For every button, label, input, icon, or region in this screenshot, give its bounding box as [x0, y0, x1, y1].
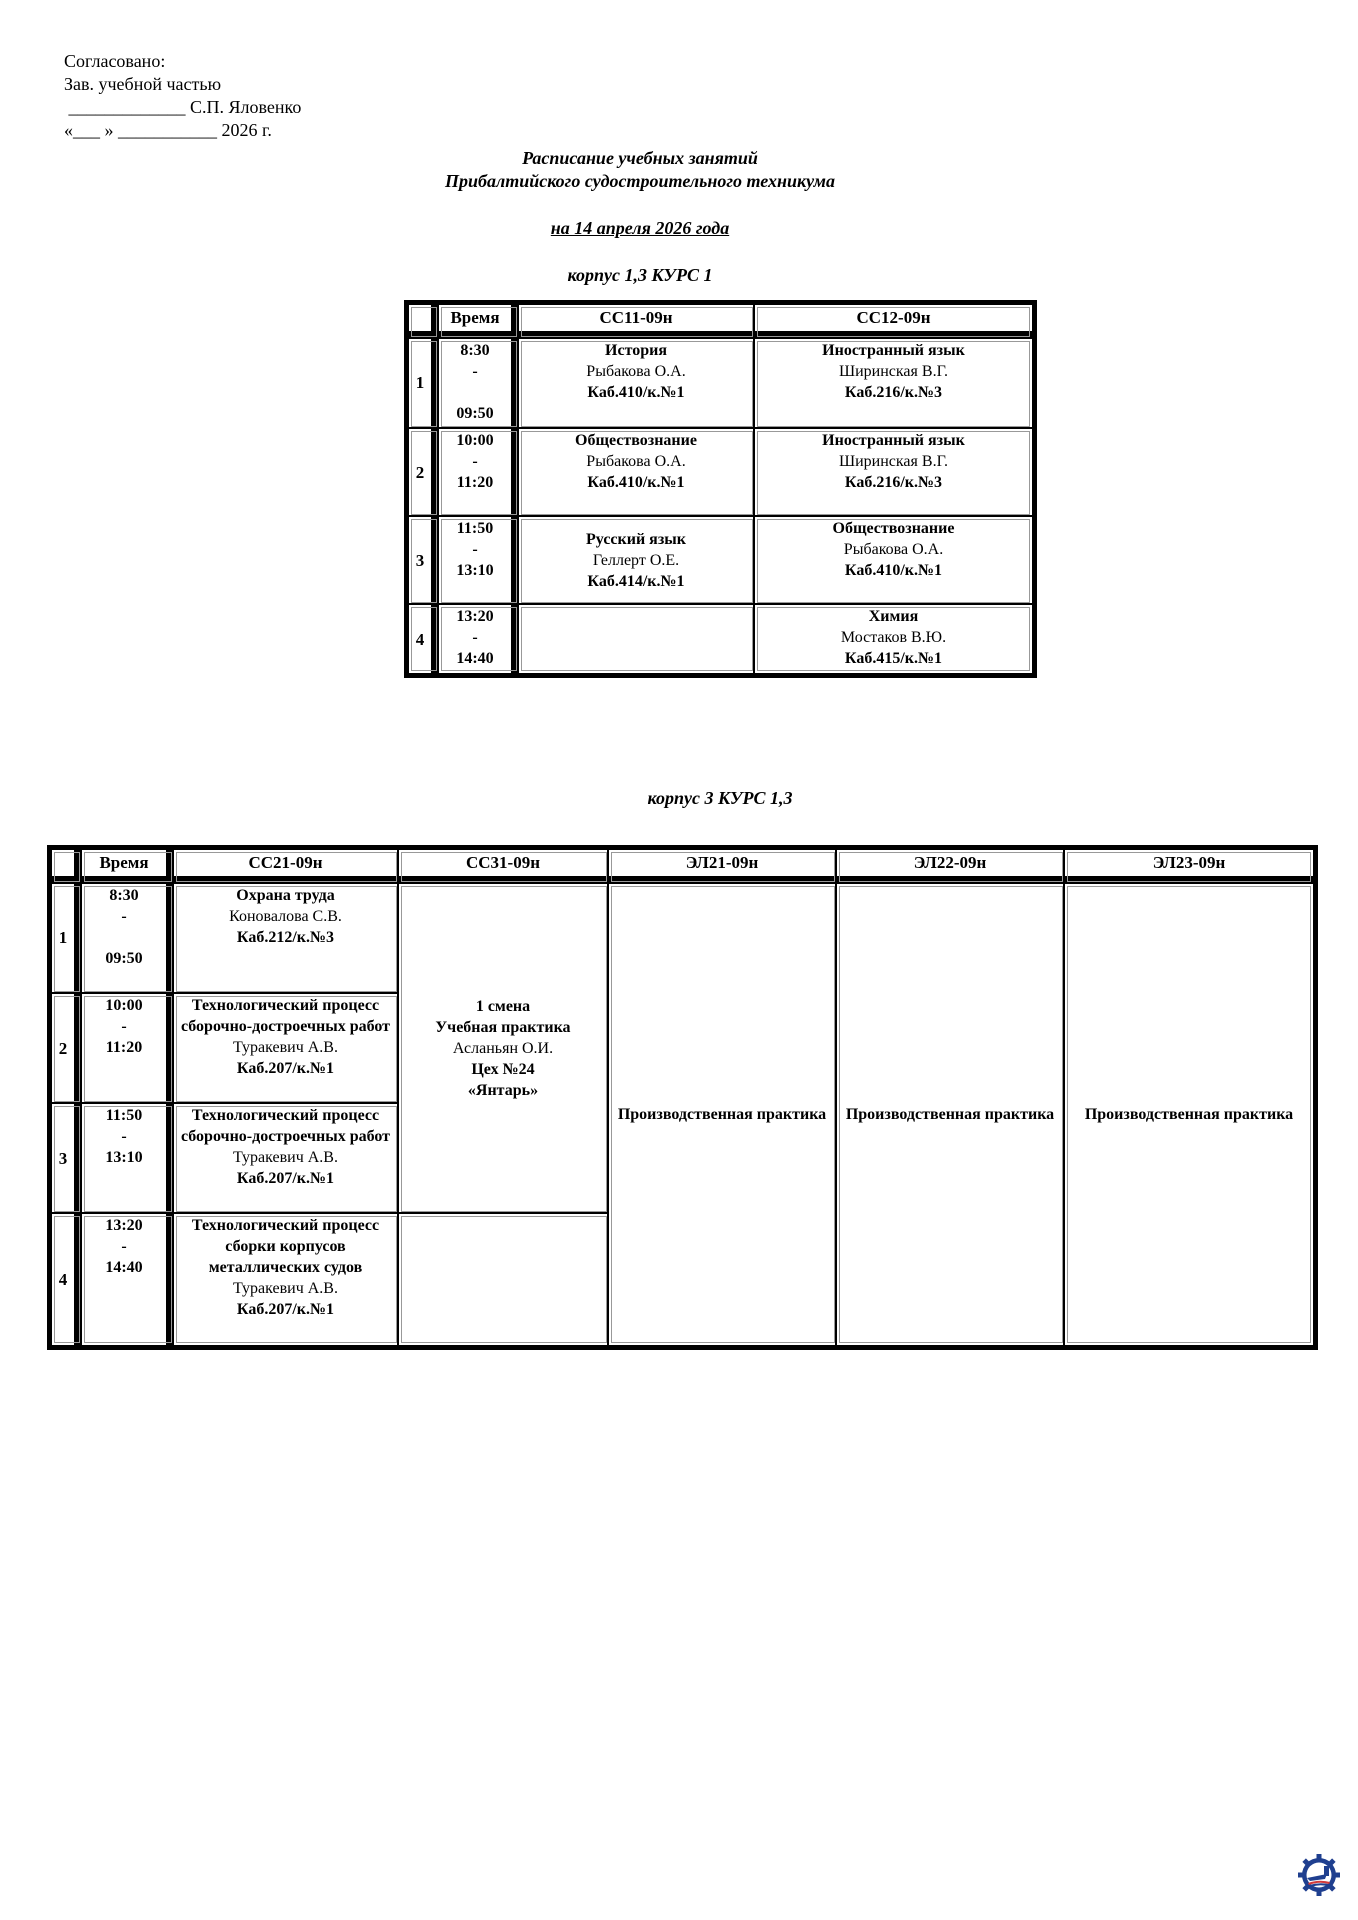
time-end: 13:10	[105, 1149, 143, 1167]
subject: Обществознание	[575, 432, 697, 450]
time-end: 09:50	[105, 949, 143, 967]
header-time: Время	[82, 850, 174, 884]
subject: Иностранный язык	[822, 432, 965, 450]
practice-cell-merged	[399, 884, 609, 1215]
lesson-cell	[755, 429, 1032, 517]
time-start: 11:50	[105, 1107, 143, 1125]
lesson-cell	[174, 884, 399, 994]
approval-position: Зав. учебной частью	[64, 74, 222, 94]
time-end: 09:50	[456, 404, 494, 422]
time-start: 13:20	[105, 1217, 143, 1235]
teacher: Рыбакова О.А.	[586, 453, 686, 471]
subject: Технологический процесс сборочно-достроечных работ	[180, 996, 391, 1035]
teacher: Рыбакова О.А.	[843, 541, 944, 559]
table2-caption: корпус 3 КУРС 1,3	[647, 788, 793, 808]
teacher: Геллерт О.Е.	[592, 551, 680, 569]
subject: Иностранный язык	[822, 341, 965, 359]
room: Каб.212/к.№3	[236, 928, 335, 946]
header-time: Время	[439, 305, 519, 339]
time-dash: -	[121, 907, 127, 925]
room: Каб.207/к.№1	[236, 1059, 335, 1077]
schedule-date: на 14 апреля 2026 года	[550, 218, 730, 238]
lesson-time	[82, 1214, 174, 1345]
approval-block	[64, 50, 301, 142]
lesson-time	[82, 1104, 174, 1214]
practice-cell-el21: Производственная практика	[609, 884, 837, 1345]
time-start: 13:20	[456, 608, 494, 626]
lesson-time	[82, 994, 174, 1104]
group-header: СС31-09н	[399, 850, 609, 884]
table-row	[409, 429, 1032, 517]
teacher: Рыбакова О.А.	[586, 362, 686, 380]
time-end: 11:20	[105, 1038, 143, 1056]
college-logo-icon	[1297, 1853, 1341, 1897]
time-start: 8:30	[460, 341, 490, 359]
practice-cell-el22: Производственная практика	[837, 884, 1065, 1345]
time-dash: -	[472, 362, 478, 380]
institution-name: Прибалтийского судостроительного техникума	[445, 171, 835, 191]
teacher: Асланьян О.И.	[452, 1039, 554, 1057]
subject: Охрана труда	[236, 886, 335, 904]
group-header: СС21-09н	[174, 850, 399, 884]
teacher: Коновалова С.В.	[229, 907, 342, 925]
time-dash: -	[472, 541, 478, 559]
time-dash: -	[121, 1238, 127, 1256]
lesson-number: 1	[52, 884, 82, 994]
approval-signature: _____________ С.П. Яловенко	[64, 97, 302, 117]
teacher: Ширинская В.Г.	[838, 453, 949, 471]
room: Каб.207/к.№1	[236, 1170, 335, 1188]
lesson-cell	[755, 339, 1032, 429]
group-header: СС12-09н	[755, 305, 1032, 339]
practice-cell-el23: Производственная практика	[1065, 884, 1313, 1345]
document-header	[0, 147, 1280, 287]
lesson-number: 2	[409, 429, 439, 517]
time-end: 13:10	[456, 562, 494, 580]
time-start: 8:30	[109, 886, 139, 904]
lesson-time	[439, 429, 519, 517]
header-num	[409, 305, 439, 339]
lesson-time	[439, 517, 519, 605]
group-header: СС11-09н	[519, 305, 755, 339]
room: Каб.216/к.№3	[844, 474, 943, 492]
lesson-time	[439, 605, 519, 673]
lesson-time	[439, 339, 519, 429]
lesson-cell	[174, 994, 399, 1104]
time-dash: -	[121, 1128, 127, 1146]
group-header: ЭЛ22-09н	[837, 850, 1065, 884]
lesson-cell	[519, 517, 755, 605]
lesson-cell	[755, 517, 1032, 605]
teacher: Ширинская В.Г.	[838, 362, 949, 380]
subject: Технологический процесс сборочно-достроечных работ	[180, 1107, 391, 1146]
room: Каб.410/к.№1	[844, 562, 943, 580]
time-start: 10:00	[456, 432, 494, 450]
time-dash: -	[472, 453, 478, 471]
table-row	[409, 605, 1032, 673]
subject: Технологический процесс сборки корпусов металлических судов	[191, 1217, 380, 1277]
lesson-number: 4	[52, 1214, 82, 1345]
schedule-table-2	[47, 845, 1318, 1350]
lesson-cell	[519, 339, 755, 429]
lesson-number: 3	[409, 517, 439, 605]
approval-date: «___ » ___________ 2026 г.	[64, 120, 272, 140]
subject: Химия	[868, 608, 919, 626]
table1-caption: корпус 1,3 КУРС 1	[567, 265, 713, 285]
subject: История	[605, 341, 667, 359]
lesson-cell	[755, 605, 1032, 673]
room: Каб.216/к.№3	[844, 383, 943, 401]
teacher: Мостаков В.Ю.	[840, 629, 947, 647]
time-end: 11:20	[456, 474, 494, 492]
table-row	[52, 884, 1313, 994]
schedule-table-1	[404, 300, 1037, 678]
lesson-number: 3	[52, 1104, 82, 1214]
table-row	[409, 339, 1032, 429]
subject: Учебная практика	[435, 1018, 571, 1036]
approval-label: Согласовано:	[64, 51, 166, 71]
lesson-number: 4	[409, 605, 439, 673]
time-dash: -	[472, 629, 478, 647]
lesson-number: 1	[409, 339, 439, 429]
room: Каб.414/к.№1	[587, 572, 685, 590]
lesson-cell	[519, 429, 755, 517]
document-title: Расписание учебных занятий	[522, 148, 758, 168]
group-header: ЭЛ21-09н	[609, 850, 837, 884]
lesson-number: 2	[52, 994, 82, 1104]
time-start: 11:50	[456, 520, 494, 538]
place: Цех №24	[471, 1060, 535, 1078]
time-end: 14:40	[105, 1259, 143, 1277]
lesson-cell-empty	[399, 1214, 609, 1345]
table-row	[409, 517, 1032, 605]
teacher: Туракевич А.В.	[233, 1149, 338, 1167]
room: Каб.410/к.№1	[587, 383, 685, 401]
room: Каб.410/к.№1	[587, 474, 685, 492]
time-start: 10:00	[105, 996, 143, 1014]
teacher: Туракевич А.В.	[233, 1280, 338, 1298]
time-end: 14:40	[456, 650, 494, 668]
lesson-cell-empty	[519, 605, 755, 673]
teacher: Туракевич А.В.	[233, 1038, 338, 1056]
place-name: «Янтарь»	[467, 1081, 539, 1099]
group-header: ЭЛ23-09н	[1065, 850, 1313, 884]
header-num	[52, 850, 82, 884]
subject: Русский язык	[586, 530, 686, 548]
room: Каб.415/к.№1	[844, 650, 943, 668]
time-dash: -	[121, 1017, 127, 1035]
lesson-cell	[174, 1104, 399, 1214]
lesson-time	[82, 884, 174, 994]
subject: Обществознание	[832, 520, 955, 538]
shift: 1 смена	[475, 997, 531, 1015]
lesson-cell	[174, 1214, 399, 1345]
room: Каб.207/к.№1	[236, 1301, 335, 1319]
